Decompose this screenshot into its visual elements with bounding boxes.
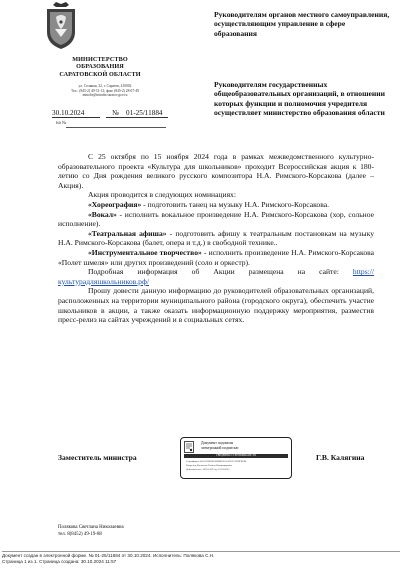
nomination-title: «Вокал» xyxy=(88,209,117,219)
ministry-name-line: ОБРАЗОВАНИЯ xyxy=(76,63,124,71)
nomination-text: - подготовить афишу к театральным постановкам на музыку Н.А. Римского-Корсакова (балет, опера и т.д.) в свободной технике.. xyxy=(58,228,374,248)
nomination-title: «Театральная афиша» xyxy=(88,228,167,238)
certificate-number: Сертификат: 00A9A9ED8CD986D76A022E2718F8F8C84 xyxy=(186,460,247,463)
paragraph-nominations: Акция проводится в следующих номинациях: xyxy=(88,190,236,200)
nomination-title: «Хореография» xyxy=(88,199,142,209)
certificate-owner: Владелец: Калягина Галина Владимировна xyxy=(186,464,232,467)
nomination-instrumental xyxy=(58,248,374,267)
ministry-name xyxy=(44,56,156,78)
nomination-text: - исполнить произведение Н.А. Римского-Корсакова «Полет шмеля» или других произведений (соло и оркестр). xyxy=(58,247,374,267)
document-certificate-icon xyxy=(184,440,194,452)
nomination-vocal xyxy=(58,210,374,229)
nomination-choreography xyxy=(58,200,374,210)
info-text: Подробная информация об Акции размещена на сайте: xyxy=(88,267,339,277)
nomination-title: «Инструментальное творчество» xyxy=(88,247,202,257)
document-footer xyxy=(2,551,400,565)
paragraph-info xyxy=(58,267,374,286)
number-sign: № xyxy=(112,109,119,117)
ministry-name-line: САРАТОВСКОЙ ОБЛАСТИ xyxy=(59,70,141,78)
nomination-text: - исполнить вокальное произведение Н.А. Римского-Корсакова (хор, сольное исполнение). xyxy=(58,209,374,229)
registration-number xyxy=(112,109,163,117)
phone-line: Тел.: (845-2) 49-31-12; факс (845-2) 28-67-49 xyxy=(71,88,139,93)
email-line: minobr@minobr.saratov.gov.ru xyxy=(82,93,128,98)
signatory-position: Заместитель министра xyxy=(58,453,137,462)
stamp-title-line: Документ подписан xyxy=(201,441,234,445)
nomination-text: - подготовить танец на музыку Н.А. Римского-Корсакова. xyxy=(141,199,329,209)
date-underline xyxy=(52,117,100,118)
footer-line-1: Документ создан в электронной форме. № 01-25/11884 от 30.10.2024. Исполнитель: Полякова С.Н. xyxy=(2,553,215,558)
certificate-info-bar: СВЕДЕНИЯ О СЕРТИФИКАТЕ ЭП xyxy=(184,454,288,458)
number-value: 01-25/11884 xyxy=(126,109,163,117)
on-number-underline xyxy=(66,127,166,128)
executor-name: Полякова Светлана Николаевна xyxy=(58,525,124,530)
ministry-name-line: МИНИСТЕРСТВО xyxy=(72,56,128,63)
executor-info xyxy=(58,524,124,539)
project-website-link[interactable]: https://культурадляшкольников.рф/ xyxy=(58,267,375,286)
certificate-validity: Действителен с 09.10.2023 до 27.03.2025 xyxy=(186,468,230,471)
on-number-label: на № xyxy=(56,121,67,126)
address-line: ул. Соляная, 32, г. Саратов, 410002 xyxy=(78,84,132,88)
recipient-block-2: Руководителям государственных общеобразовательных организаций, в отношении которых функции и полномочия учредителя осуществляет министерство образования области xyxy=(214,80,385,118)
recipient-block-1: Руководителям органов местного самоуправления, осуществляющим управление в сфере образования xyxy=(214,10,390,38)
signatory-name: Г.В. Калягина xyxy=(316,453,365,462)
paragraph-intro: С 25 октября по 15 ноября 2024 года в рамках межведомственного культурно-образовательного проекта «Культура для школьников» проходит Всероссийская акция к 180-летию со Дня рождения великого русского композитора Н.А. Римского-Корсакова (далее – Акция). xyxy=(58,152,374,190)
footer-line-2: Страница 1 из 1. Страница создана: 30.10.2024 11:57 xyxy=(2,559,117,564)
regional-coat-of-arms-icon xyxy=(44,2,78,50)
paragraph-request: Прошу довести данную информацию до руководителей образовательных организаций, расположенных на территории муниципального района (городского округа), обеспечить участие школьников в акции, а также оказать информационную поддержку мероприятия, разместив пресс-релиз на сайтах учреждений и в социальных сетях. xyxy=(58,286,374,325)
stamp-title xyxy=(201,441,238,451)
electronic-signature-stamp xyxy=(180,437,292,479)
executor-phone: тел. 8(8452) 49-19-88 xyxy=(58,532,102,538)
stamp-title-line: электронной подписью xyxy=(201,446,239,450)
number-underline xyxy=(106,117,168,118)
letter-body xyxy=(58,152,374,325)
nomination-theatre-poster xyxy=(58,229,374,248)
ministry-address xyxy=(60,84,150,98)
registration-date: 30.10.2024 xyxy=(52,109,85,117)
